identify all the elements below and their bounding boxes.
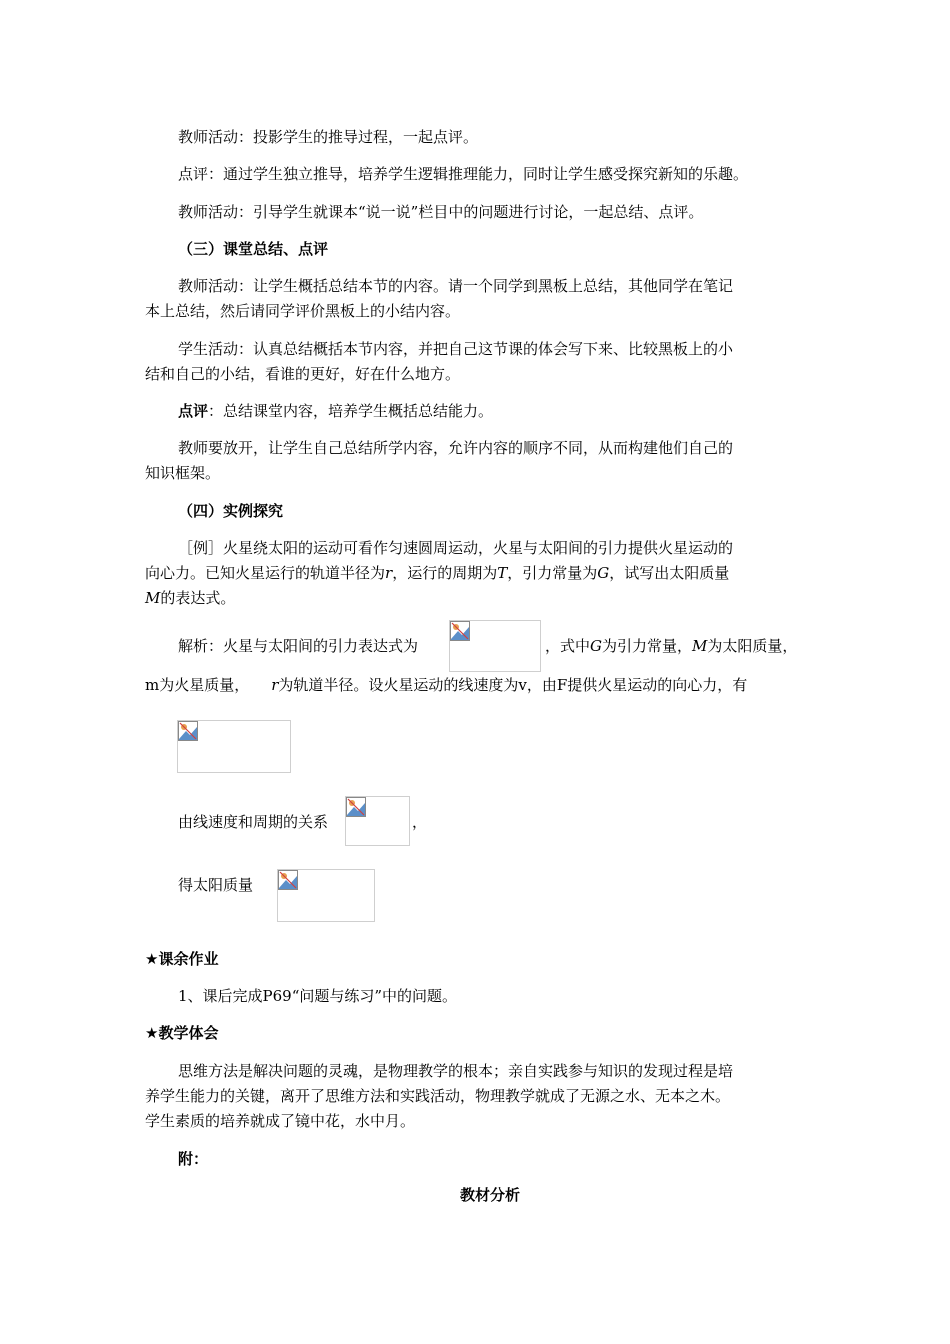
experience-line2: 养学生能力的关键，离开了思维方法和实践活动，物理教学就成了无源之水、无本之木。 (145, 1087, 731, 1105)
formula-centripetal-image (177, 720, 291, 773)
example-line3 (145, 589, 235, 607)
paragraph-teacher-activity-3-line1: 教师活动：让学生概括总结本节的内容。请一个同学到黑板上总结，其他同学在笔记 (178, 277, 734, 295)
comment-text: ：总结课堂内容，培养学生概括总结能力。 (208, 402, 494, 420)
var-T: T (497, 564, 508, 582)
var-r: r (385, 564, 393, 582)
velocity-period-line: 由线速度和周期的关系 (178, 813, 329, 831)
solution-text: 为轨道半径。设火星运动的线速度为v，由F提供火星运动的向心力，有 (278, 676, 748, 694)
solution-text: 为引力常量， (602, 637, 693, 655)
heading-homework: ★课余作业 (145, 950, 219, 968)
formula-sun-mass-image (277, 869, 375, 922)
paragraph-comment-2 (178, 402, 493, 420)
solution-text: ，式中 (545, 637, 591, 655)
example-line2 (145, 564, 729, 582)
example-text: ，运行的周期为 (392, 564, 498, 582)
heading-section-3: （三）课堂总结、点评 (178, 240, 329, 258)
velocity-period-comma: ， (412, 813, 428, 831)
paragraph-student-activity-line2: 结和自己的小结，看谁的更好，好在什么地方。 (145, 365, 461, 383)
formula-gravity-image (449, 620, 541, 672)
experience-line1: 思维方法是解决问题的灵魂，是物理教学的根本；亲自实践参与知识的发现过程是培 (178, 1062, 734, 1080)
comment-label: 点评 (178, 402, 209, 420)
broken-image-icon (450, 621, 470, 641)
example-text: ，引力常量为 (507, 564, 598, 582)
heading-teaching-experience: ★教学体会 (145, 1024, 219, 1042)
paragraph-teacher-activity-2: 教师活动：引导学生就课本“说一说”栏目中的问题进行讨论，一起总结、点评。 (178, 203, 704, 221)
material-analysis-title: 教材分析 (460, 1186, 521, 1204)
example-text: 向心力。已知火星运行的轨道半径为 (145, 564, 386, 582)
sun-mass-line: 得太阳质量 (178, 876, 254, 894)
homework-item-1: 1、课后完成P69“问题与练习”中的问题。 (178, 987, 458, 1005)
paragraph-comment-1: 点评：通过学生独立推导，培养学生逻辑推理能力，同时让学生感受探究新知的乐趣。 (178, 165, 749, 183)
var-M: M (692, 637, 708, 655)
solution-text: m为火星质量， (145, 676, 250, 694)
paragraph-teacher-note-line1: 教师要放开，让学生自己总结所学内容，允许内容的顺序不同，从而构建他们自己的 (178, 439, 734, 457)
var-r: r (271, 676, 279, 694)
example-text: ，试写出太阳质量 (609, 564, 730, 582)
paragraph-teacher-activity-3-line2: 本上总结，然后请同学评价黑板上的小结内容。 (145, 302, 461, 320)
broken-image-icon (278, 870, 298, 890)
heading-section-4: （四）实例探究 (178, 502, 284, 520)
example-line1: ［例］火星绕太阳的运动可看作匀速圆周运动，火星与太阳间的引力提供火星运动的 (178, 539, 734, 557)
paragraph-teacher-activity-1: 教师活动：投影学生的推导过程，一起点评。 (178, 128, 479, 146)
solution-text: 解析：火星与太阳间的引力表达式为 (178, 637, 419, 655)
example-text: 的表达式。 (160, 589, 236, 607)
var-G: G (597, 564, 610, 582)
broken-image-icon (346, 797, 366, 817)
paragraph-teacher-note-line2: 知识框架。 (145, 464, 221, 482)
formula-velocity-image (345, 796, 410, 846)
appendix-label: 附： (178, 1150, 209, 1168)
solution-line1-cont (545, 637, 797, 655)
experience-line3: 学生素质的培养就成了镜中花，水中月。 (145, 1112, 416, 1130)
var-G: G (590, 637, 602, 655)
broken-image-icon (178, 721, 198, 741)
solution-line1 (178, 637, 418, 655)
solution-line2 (145, 676, 747, 694)
solution-text: 为太阳质量， (707, 637, 798, 655)
var-M: M (145, 589, 161, 607)
paragraph-student-activity-line1: 学生活动：认真总结概括本节内容，并把自己这节课的体会写下来、比较黑板上的小 (178, 340, 734, 358)
